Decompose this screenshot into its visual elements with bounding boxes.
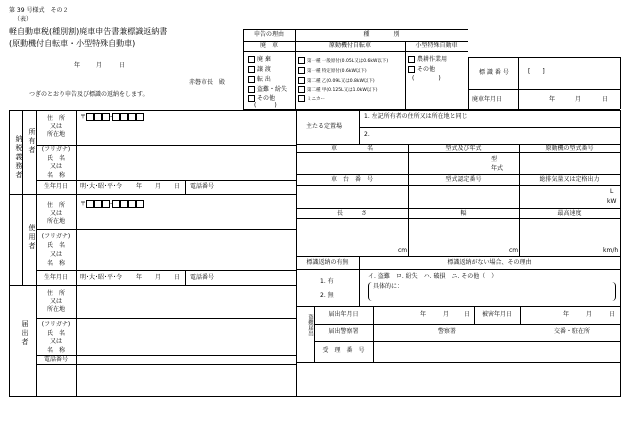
gentsuki-type-minicar[interactable]: ミニカー: [298, 95, 325, 103]
checkbox-icon: [298, 67, 305, 74]
user-address-label: 住 所 又は 所在地: [46, 202, 65, 225]
checkbox-icon: [248, 76, 255, 83]
notifier-name-input[interactable]: [80, 334, 292, 352]
date-year-label: 年: [74, 62, 81, 69]
location-option-1[interactable]: 1. 左記所有者の住所又は所在地と同じ: [364, 113, 468, 120]
form-number: 第 39 号様式 その２: [9, 7, 69, 14]
reason-other-paren: ( ): [254, 102, 277, 109]
displacement-label: 総排気量又は定格出力: [539, 176, 600, 183]
maker-input[interactable]: [300, 156, 404, 170]
cert-label: 型式認定番号: [445, 176, 482, 183]
owner-name-input[interactable]: [80, 160, 292, 176]
frame-number-input[interactable]: [300, 188, 404, 205]
theft-report-label: 盗難届出: [307, 314, 313, 336]
no-return-reason-options[interactable]: イ. 盗難 ロ. 紛失 ハ. 破損 ニ. その他（ ）: [368, 273, 498, 280]
form-title: 軽自動車税(種別割)廃車申告書兼標識返納書: [9, 27, 168, 36]
specific-input[interactable]: [404, 284, 609, 298]
kogata-type-farm[interactable]: 農耕作業用: [408, 56, 447, 63]
notifier-label: 届出者: [21, 320, 29, 347]
owner-birth-label: 生年月日: [43, 183, 68, 190]
haisha-day: 日: [602, 96, 609, 103]
specific-label: 具体的に：: [373, 283, 404, 290]
checkbox-icon: [248, 56, 255, 63]
owner-address-label: 住 所 又は 所在地: [46, 115, 65, 138]
speed-label: 最高速度: [557, 210, 582, 217]
damage-date-label: 被害年月日: [481, 311, 512, 318]
checkbox-icon: [408, 66, 415, 73]
location-label: 主たる定置場: [306, 123, 343, 130]
notifier-furigana-input[interactable]: [80, 321, 292, 330]
maker-label: 車 名: [330, 145, 373, 152]
width-label: 幅: [460, 210, 467, 217]
gentsuki-type-3[interactable]: 第二種 乙(0.09L又は0.8kW以下): [298, 77, 375, 85]
reason-tenshutsu[interactable]: 転 出: [248, 76, 271, 83]
notifier-address-input[interactable]: [80, 289, 292, 315]
date-day-label: 日: [119, 62, 126, 69]
owner-phone-label: 電話番号: [190, 183, 215, 190]
checkbox-icon: [248, 66, 255, 73]
kogata-other-paren: ( ): [412, 75, 441, 82]
reason-header: 申告の理由: [253, 31, 284, 38]
unit-kmh: km/h: [603, 247, 619, 254]
form-subtitle: (原動機付自転車・小型特殊自動車): [9, 39, 136, 48]
report-year: 年: [420, 311, 427, 318]
notifier-address-label: 住 所 又は 所在地: [46, 290, 65, 313]
owner-label: 所有者: [28, 128, 36, 155]
checkbox-icon: [298, 57, 305, 64]
user-postal-code[interactable]: 〒 -: [80, 200, 144, 208]
gentsuki-type-1[interactable]: 第一種 一般原付(0.05L又は0.6kW以下): [298, 57, 388, 65]
owner-furigana-input[interactable]: [80, 148, 292, 157]
return-label: 標識返納の有無: [306, 259, 349, 266]
unit-cm-length: cm: [398, 247, 408, 254]
form-side: （表）: [14, 16, 33, 23]
police-suffix: 警察署: [438, 328, 457, 335]
haisha-year: 年: [549, 96, 556, 103]
report-date-label: 届出年月日: [328, 311, 359, 318]
report-month: 月: [443, 311, 450, 318]
police-label: 届出警察署: [328, 328, 359, 335]
checkbox-icon: [298, 86, 305, 93]
taxpayer-label: 納税義務者: [15, 135, 23, 180]
frame-label: 車 台 番 号: [330, 176, 373, 183]
damage-month: 月: [586, 311, 593, 318]
receipt-number-input[interactable]: [378, 345, 616, 358]
plate-number-input[interactable]: [538, 66, 614, 78]
year-suffix: 年式: [491, 165, 504, 172]
plate-label: 標 識 番 号: [479, 69, 509, 76]
notifier-name-label: (フリガナ) 氏 名 又は 名 称: [41, 321, 71, 354]
reason-other[interactable]: その他: [248, 95, 275, 102]
checkbox-icon: [248, 95, 255, 102]
instruction-text: つぎのとおり申告及び標識の返納をします。: [29, 91, 149, 98]
user-name-label: (フリガナ) 氏 名 又は 名 称: [41, 233, 71, 267]
user-furigana-input[interactable]: [80, 232, 292, 241]
user-birth-label: 生年月日: [43, 274, 68, 281]
owner-postal-code[interactable]: 〒 -: [80, 113, 144, 121]
damage-day: 日: [609, 311, 616, 318]
plate-brackets: [ ]: [528, 68, 545, 75]
gentsuki-type-4[interactable]: 第二種 甲(0.125L又は1.0kW以下): [298, 86, 378, 94]
kogata-header: 小型特殊自動車: [415, 42, 458, 49]
koban-suffix: 交番・駐在所: [554, 328, 591, 335]
gentsuki-header: 原動機付自転車: [328, 42, 371, 49]
haisha-month: 月: [575, 96, 582, 103]
user-phone-label: 電話番号: [190, 274, 215, 281]
return-no[interactable]: 2. 無: [320, 292, 334, 299]
unit-kw: kW: [607, 198, 617, 205]
notifier-phone-input[interactable]: [80, 356, 292, 364]
unit-l: L: [610, 188, 614, 195]
engine-model-input[interactable]: [523, 156, 616, 170]
checkbox-icon: [298, 77, 305, 84]
return-yes[interactable]: 1. 有: [320, 278, 334, 285]
reason-tonan[interactable]: 盗難・紛失: [248, 86, 287, 93]
owner-era-options[interactable]: 明･大･昭･平･令: [80, 183, 123, 190]
checkbox-icon: [298, 95, 305, 102]
report-day: 日: [464, 311, 471, 318]
haisha-date-label: 廃車年月日: [472, 96, 503, 103]
owner-address-input[interactable]: [80, 126, 292, 142]
addressee: 赤磐市長 殿: [189, 79, 226, 86]
model-suffix: 型: [491, 156, 498, 163]
user-birth-year: 年: [136, 274, 143, 281]
location-option-2[interactable]: 2.: [364, 131, 370, 138]
model-label: 型式及び年式: [445, 145, 482, 152]
user-label: 使用者: [28, 224, 36, 251]
notifier-phone-label: 電話番号: [43, 356, 68, 363]
no-return-label: 標識返納がない場合、その理由: [447, 259, 532, 266]
receipt-label: 受 理 番 号: [322, 347, 365, 354]
checkbox-icon: [248, 86, 255, 93]
type-header: 種 別: [363, 31, 400, 38]
reason-joto[interactable]: 譲 渡: [248, 66, 271, 73]
haisha-header: 廃 車: [259, 42, 278, 49]
gentsuki-type-2[interactable]: 第一種 特定原付(0.6kW以下): [298, 67, 367, 75]
owner-birth-month: 月: [155, 183, 162, 190]
kogata-type-other[interactable]: その他: [408, 66, 435, 73]
user-birth-day: 日: [174, 274, 181, 281]
user-birth-month: 月: [155, 274, 162, 281]
user-address-input[interactable]: [80, 212, 292, 226]
location-input[interactable]: [378, 130, 616, 140]
user-name-input[interactable]: [80, 246, 292, 266]
reason-haiki[interactable]: 廃 棄: [248, 56, 271, 63]
owner-birth-year: 年: [136, 183, 143, 190]
length-label: 長 さ: [336, 210, 367, 217]
checkbox-icon: [408, 56, 415, 63]
user-era-options[interactable]: 明･大･昭･平･令: [80, 274, 123, 281]
date-month-label: 月: [96, 62, 103, 69]
damage-year: 年: [563, 311, 570, 318]
cert-number-input[interactable]: [412, 188, 515, 205]
koban-input[interactable]: [470, 327, 550, 338]
police-input[interactable]: [378, 327, 434, 338]
owner-name-label: (フリガナ) 氏 名 又は 名 称: [41, 146, 71, 179]
owner-phone-input[interactable]: [225, 182, 292, 192]
user-phone-input[interactable]: [225, 273, 292, 283]
unit-cm-width: cm: [509, 247, 519, 254]
owner-birth-day: 日: [174, 183, 181, 190]
engine-model-label: 原動機の型式番号: [545, 145, 594, 152]
